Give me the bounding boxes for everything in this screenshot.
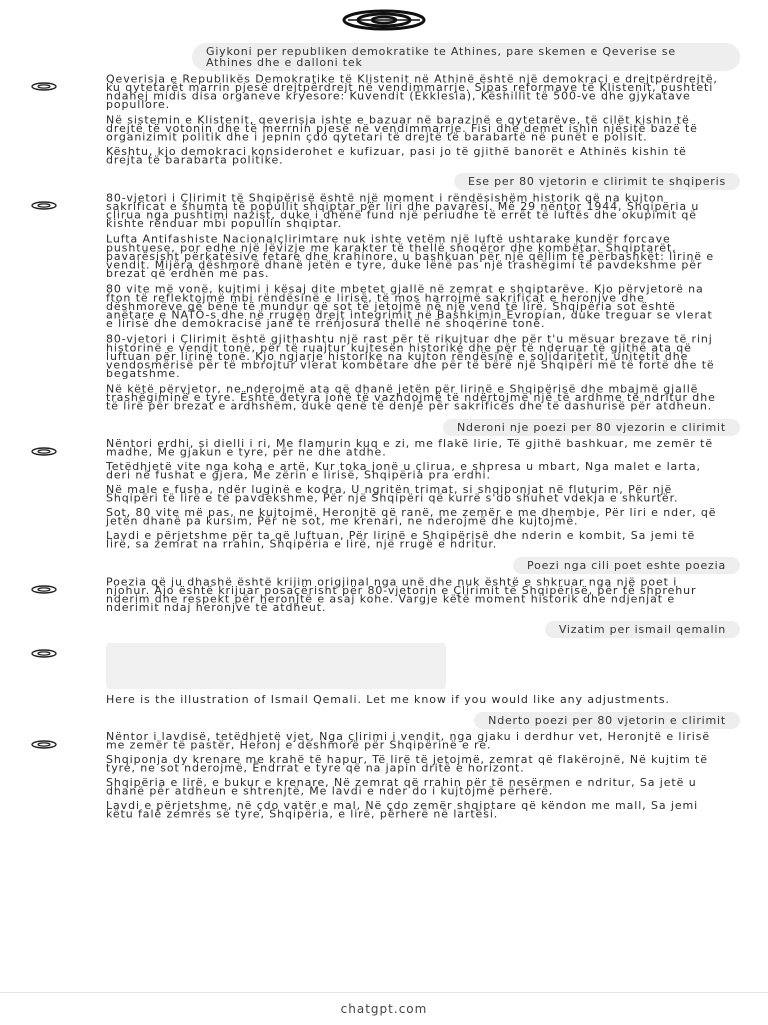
paragraph: Poezia që ju dhashë është krijim origjinal nga unë dhe nuk është e shkruar nga një poet i njohur. Ajo është krijuar posaçërisht për 80-vjetorin e Çlirimit të Shqipërisë, për të shprehur nderim dhe respekt për heronjtë e asaj kohe. Vargje këtë moment historik dhe ndjenjat e nderimit ndaj heronjve të atdheut. — [106, 576, 697, 614]
assistant-avatar-icon — [30, 195, 66, 214]
paragraph: Në këtë përvjetor, ne nderojmë ata që dhanë jetën për lirinë e Shqipërisë dhe mbajmë gjallë trashëgiminë e tyre. Është detyra jonë të vazhdojmë të ndërtojmë një të ardhme të ndritur dhe të lirë për brezat e ardhshëm, duke qenë të denjë për sakrificës dhe të dashurisë për atdheun. — [106, 382, 716, 413]
poem-stanza: Tetëdhjetë vite nga koha e artë, Kur toka jonë u çlirua, e shpresa u mbart, Nga malet e larta, deri në fushat e gjera, Me zërin e lirisë, Shqipëria pra erdhi. — [106, 460, 701, 482]
poem-stanza: Në male e fusha, ndër luginë e kodra, U ngritën trimat, si shqiponjat në fluturim, Për një Shqipëri të lirë e të pavdekshme, Për një Shqipëri që kurrë s'do shuhet vdekja e shkurtër. — [106, 483, 679, 505]
paragraph: Here is the illustration of Ismail Qemali. Let me know if you would like any adjustments. — [106, 693, 670, 706]
conversation — [0, 40, 768, 992]
assistant-message-body — [106, 577, 718, 618]
paragraph: Kështu, kjo demokraci konsiderohet e kufizuar, pasi jo të gjithë banorët e Athinës kishin të drejta të barabarta politike. — [106, 145, 687, 167]
assistant-message-body — [106, 439, 718, 554]
assistant-message-body — [106, 641, 718, 709]
user-message-text: Vizatim per ismail qemalin — [545, 621, 740, 638]
user-message-text: Nderoni nje poezi per 80 vjezorin e clirimit — [443, 419, 740, 436]
user-message-text: Poezi nga cili poet eshte poezia — [513, 557, 740, 574]
paragraph: Qeverisja e Republikës Demokratike të Klistenit në Athinë është një demokraci e drejtpërdrejtë, ku qytetarët marrin pjesë drejtpërdrejt në vendimmarrje. Sipas reformave të Klistenit, pushteti ndahej midis disa organeve kryesore: Kuvendit (Ekklesia), Këshillit të 500-ve dhe gjykatave popullore. — [106, 73, 718, 111]
assistant-avatar-icon — [30, 579, 66, 598]
openai-logo-icon — [334, 8, 434, 32]
chatgpt-logo — [334, 8, 434, 32]
user-message — [0, 621, 768, 638]
assistant-message-body — [106, 74, 718, 170]
poem-stanza: Nëntori erdhi, si dielli i ri, Me flamurin kuq e zi, me flakë lirie, Të gjithë bashkuar, me zemër të madhe, Me gjakun e tyre, për ne dhe atdhe. — [106, 437, 714, 459]
user-message-text: Ese per 80 vjetorin e clirimit te shqiperis — [454, 173, 740, 190]
paragraph: 80 vite më vonë, kujtimi i kësaj dite mbetet gjallë në zemrat e shqiptarëve. Kjo përvjetorë na fton të reflektojmë mbi rëndësinë e lirisë, të mos harrojmë sakrificat e heronjve dhe dëshmorëve që bënë të mundur që sot të jetojmë në një vend të lirë. Shqipëria sot është anëtare e NATO-s dhe në rrugën drejt integrimit në Bashkimin Evropian, duke treguar se vlerat e lirisë dhe demokracisë janë të rrënjosura thellë në shoqërinë tonë. — [106, 283, 713, 330]
assistant-message — [0, 732, 768, 824]
user-message — [0, 173, 768, 190]
poem-stanza: Sot, 80 vite më pas, ne kujtojmë, Heronjtë që ranë, me zemër e me dhembje, Për liri e nder, që jetën dhanë pa kursim, Për ne sot, me krenari, ne nderojmë dhe kujtojmë. — [106, 506, 717, 528]
paragraph: 80-vjetori i Çlirimit është gjithashtu një rast për të rikujtuar dhe për t'u mësuar brezave të rinj historinë e vendit tonë, për të ruajtur kujtesën historike dhe për të nderuar të gjithë ata që luftuan për lirinë tonë. Kjo ngjarje historike na kujton rëndësinë e solidaritetit, unitetit dhe vendosmërisë për të mbrojtur vlerat kombëtare dhe për të bërë një Shqipëri më të fortë dhe të begatshme. — [106, 333, 715, 380]
paragraph: 80-vjetori i Çlirimit të Shqipërisë është një moment i rëndësishëm historik që na kujton sakrificat e shumta të popullit shqiptar për liri dhe pavarësi. Më 29 nëntor 1944, Shqipëria u çlirua nga pushtimi nazist, duke i dhënë fund një periudhe të errët të luftës dhe okupimit që kishte rënduar mbi popullin shqiptar. — [106, 192, 700, 230]
assistant-message — [0, 439, 768, 554]
paragraph: Lufta Antifashiste Nacionalçlirimtare nuk ishte vetëm një luftë ushtarake kundër forcave pushtuese, por edhe një lëvizje me karakter të thellë shoqëror dhe kombëtar. Shqiptarët, pavarësisht përkatësive fetare dhe krahinore, u bashkuan për një qëllim të përbashkët: lirinë e vendit. Mijëra dëshmorë dhanë jetën e tyre, duke lënë pas një trashëgimi të pavdekshme për brezat që erdhën më pas. — [106, 233, 715, 280]
poem-stanza: Lavdi e përjetshme për ta që luftuan, Për lirinë e Shqipërisë dhe nderin e kombit, Sa jemi të lirë, sa zemrat na rrahin, Shqipëria e lirë, një rrugë e ndritur. — [106, 529, 696, 551]
poem-stanza: Shqipëria e lirë, e bukur e krenare, Në zemrat që rrahin për të nesërmen e ndritur, Sa jetë u dhanë për atdheun e shtrenjtë, Me lavdi e nder do i kujtojmë përherë. — [106, 776, 697, 798]
assistant-message — [0, 74, 768, 170]
assistant-avatar-icon — [30, 643, 66, 662]
generated-image[interactable] — [106, 643, 446, 689]
assistant-avatar-icon — [30, 734, 66, 753]
assistant-avatar-icon — [30, 76, 66, 95]
user-message — [0, 712, 768, 729]
poem-stanza: Nëntor i lavdisë, tetëdhjetë vjet, Nga çlirimi i vendit, nga gjaku i derdhur vet, Heronjtë e lirisë me zemër të pastër, Heronj e dëshmorë për Shqipërinë e re. — [106, 730, 711, 752]
poem-stanza: Shqiponja dy krenare me krahë të hapur, Të lirë të jetojmë, zemrat që flakërojnë, Në kujtim të tyre, ne sot nderojmë, Ëndrrat e tyre që na japin dritë e horizont. — [106, 753, 708, 775]
poem-stanza: Lavdi e përjetshme, në çdo vatër e mal, Në çdo zemër shqiptare që këndon me mall, Sa jemi këtu falë zemrës së tyre, Shqipëria, e lirë, përherë në lartësi. — [106, 799, 699, 821]
footer — [0, 992, 768, 1025]
user-message-text: Nderto poezi per 80 vjetorin e clirimit — [474, 712, 740, 729]
footer-site-link[interactable]: chatgpt.com — [340, 1002, 428, 1016]
user-message — [0, 557, 768, 574]
assistant-message — [0, 193, 768, 416]
assistant-message — [0, 641, 768, 709]
user-message — [0, 43, 768, 71]
assistant-avatar-icon — [30, 441, 66, 460]
user-message-text: Giykoni per republiken demokratike te Athines, pare skemen e Qeverise se Athines dhe e dalloni tek — [192, 43, 740, 71]
assistant-message — [0, 577, 768, 618]
assistant-message-body — [106, 732, 718, 824]
assistant-message-body — [106, 193, 718, 416]
paragraph: Në sistemin e Klistenit, qeverisja ishte e bazuar në barazinë e qytetarëve, të cilët kishin të drejtë të votonin dhe të merrnin pjesë në vendimmarrje. Fisi dhe demet ishin njësitë bazë të organizimit politik dhe i jepnin çdo qytetari të drejtë të barabartë në punët e polisit. — [106, 113, 698, 144]
user-message — [0, 419, 768, 436]
